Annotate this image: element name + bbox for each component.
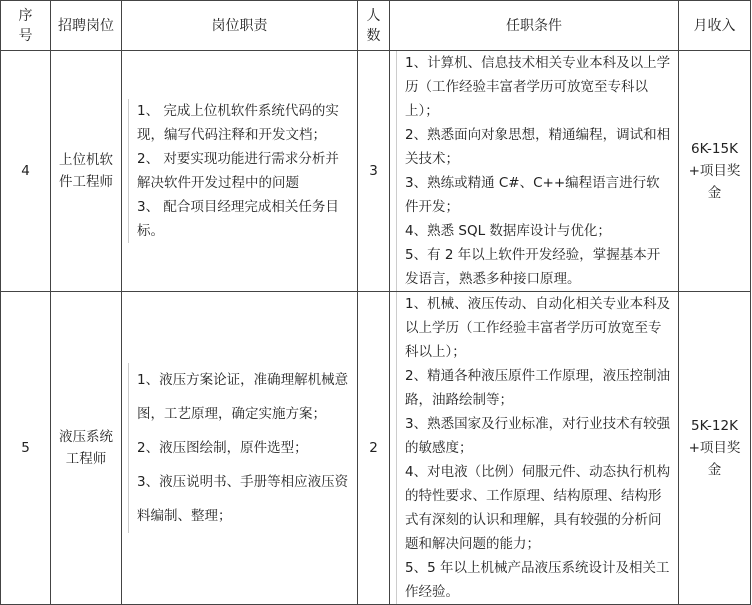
requirement-item: 4、熟悉 SQL 数据库设计与优化； (405, 223, 611, 239)
table-row (1, 51, 751, 292)
header-requirements: 任职条件 (390, 1, 679, 51)
row-count: 2 (358, 292, 390, 605)
row-duties (122, 292, 358, 605)
requirement-item: 4、对电液（比例）伺服元件、动态执行机构的特性要求、工作原理、结构原理、结构形式有深刻的认识和理解，具有较强的分析问题和解决问题的能力； (405, 464, 671, 552)
header-count: 人数 (358, 1, 390, 51)
row-salary: 6K-15K +项目奖金 (679, 51, 751, 292)
requirement-item: 1、机械、液压传动、自动化相关专业本科及以上学历（工作经验丰富者学历可放宽至专科以上）； (405, 296, 671, 360)
requirement-item: 3、熟悉国家及行业标准，对行业技术有较强的敏感度； (405, 416, 671, 456)
row-requirements (390, 292, 679, 605)
row-count: 3 (358, 51, 390, 292)
row-duties (122, 51, 358, 292)
duty-item: 3、液压说明书、手册等相应液压资料编制、整理； (137, 474, 349, 524)
duty-item: 3、 配合项目经理完成相关任务目标。 (137, 199, 339, 239)
row-salary: 5K-12K +项目奖金 (679, 292, 751, 605)
row-position: 上位机软件工程师 (51, 51, 122, 292)
requirement-item: 3、熟练或精通 C#、C++编程语言进行软件开发； (405, 175, 660, 215)
duty-item: 1、液压方案论证，准确理解机械意图，工艺原理，确定实施方案； (137, 372, 349, 422)
duty-item: 2、 对要实现功能进行需求分析并解决软件开发过程中的问题 (137, 151, 339, 191)
requirement-item: 1、计算机、信息技术相关专业本科及以上学历（工作经验丰富者学历可放宽至专科以上）； (405, 55, 671, 119)
duty-item: 2、液压图绘制，原件选型； (137, 440, 308, 456)
requirement-item: 2、精通各种液压原件工作原理，液压控制油路，油路绘制等； (405, 368, 671, 408)
header-duties: 岗位职责 (122, 1, 358, 51)
requirement-item: 5、有 2 年以上软件开发经验，掌握基本开发语言，熟悉多种接口原理。 (405, 247, 661, 287)
requirement-item: 2、熟悉面向对象思想，精通编程，调试和相关技术； (405, 127, 671, 167)
requirement-item: 5、5 年以上机械产品液压系统设计及相关工作经验。 (405, 560, 670, 600)
duty-item: 1、 完成上位机软件系统代码的实现，编写代码注释和开发文档； (137, 103, 339, 143)
header-position: 招聘岗位 (51, 1, 122, 51)
table-row (1, 292, 751, 605)
header-salary: 月收入 (679, 1, 751, 51)
header-row (1, 1, 751, 51)
row-position: 液压系统工程师 (51, 292, 122, 605)
row-seq: 4 (1, 51, 51, 292)
row-seq: 5 (1, 292, 51, 605)
header-seq: 序号 (1, 1, 51, 51)
row-requirements (390, 51, 679, 292)
